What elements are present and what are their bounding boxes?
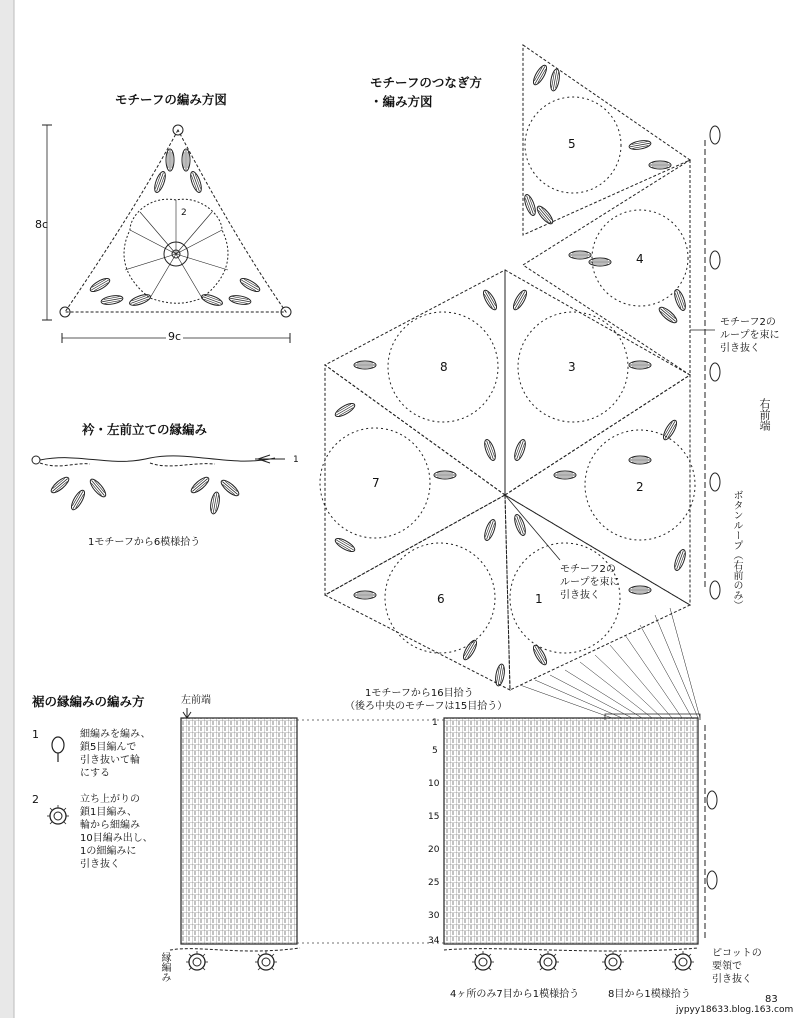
row-number: 34 [428, 936, 440, 946]
motif-diagram [42, 125, 291, 343]
note-loop-center-line: モチーフ2の [560, 564, 616, 575]
motif-number-4: 4 [636, 252, 644, 266]
hem-step1-line: にする [80, 768, 110, 779]
collar-diagram [32, 455, 285, 515]
hem-step1-text [80, 728, 151, 780]
row-number: 10 [428, 779, 440, 789]
motif-number-1: 1 [535, 592, 543, 606]
row-number: 20 [428, 845, 440, 855]
hem-step2-line: 1の細編みに [80, 846, 137, 857]
note-loop-top-line: 引き抜く [720, 343, 760, 354]
collar-title: 衿・左前立ての縁編み [82, 422, 208, 437]
hem-title: 裾の縁編みの編み方 [32, 694, 145, 709]
motif-height-label: 8c [35, 218, 49, 231]
motif-width-label: 9c [168, 330, 182, 343]
left-front-grid [181, 708, 297, 944]
joining-diagram [320, 45, 720, 720]
collar-pickup-note: 1モチーフから6模様拾う [88, 537, 201, 548]
motif-number-2: 2 [636, 480, 644, 494]
hem-step1-line: 引き抜いて輪 [80, 755, 140, 766]
motif-round-label: 2 [181, 208, 187, 218]
motif-number-8: 8 [440, 360, 448, 374]
picot-note [712, 947, 762, 986]
note-loop-center-line: ループを束に [560, 577, 620, 588]
hem-step2-line: 鎖1目編み、 [80, 807, 137, 818]
motif-number-6: 6 [437, 592, 445, 606]
hem-step2-line: 輪から細編み [80, 820, 140, 831]
hem-step2-text [80, 793, 153, 871]
hem-step1-line: 鎖5目編んで [80, 742, 137, 753]
pickup-note-line1: 1モチーフから16目拾う [365, 688, 474, 699]
row-number: 15 [428, 812, 440, 822]
note-loop-top [720, 316, 780, 355]
motif-number-7: 7 [372, 476, 380, 490]
note-loop-center-line: 引き抜く [560, 590, 600, 601]
hem-step2-line: 立ち上がりの [80, 794, 140, 805]
picot-note-line: 引き抜く [712, 974, 752, 985]
row-number: 5 [432, 746, 438, 756]
row-number: 1 [432, 718, 438, 728]
note-loop-top-line: ループを束に [720, 330, 780, 341]
hem-step-icons [47, 737, 69, 824]
row-number: 30 [428, 911, 440, 921]
edge-label: 縁編み [159, 952, 170, 982]
hem-step1-line: 細編みを編み、 [80, 729, 151, 740]
source-watermark: jypyy18633.blog.163.com [676, 1005, 794, 1015]
picot-note-line: ピコットの [712, 948, 762, 959]
motif-number-3: 3 [568, 360, 576, 374]
note-loop-center [560, 563, 620, 602]
pickup-note-line2: （後ろ中央のモチーフは15目拾う） [345, 701, 508, 712]
hem-step1-number: 1 [32, 728, 39, 741]
page-number: 83 [765, 994, 778, 1005]
joining-title-line2: ・編み方図 [370, 94, 433, 109]
bottom-note-left: 4ヶ所のみ7目から1模様拾う [450, 989, 580, 1000]
hem-step2-line: 10目編み出し、 [80, 833, 153, 844]
collar-arrow-label: 1 [293, 455, 299, 465]
left-front-label: 左前端 [181, 695, 211, 706]
motif-number-5: 5 [568, 137, 576, 151]
motif-title: モチーフの編み方図 [115, 92, 227, 107]
row-number: 25 [428, 878, 440, 888]
bottom-note-right: 8目から1模様拾う [608, 989, 691, 1000]
note-loop-top-line: モチーフ2の [720, 317, 776, 328]
joining-title-line1: モチーフのつなぎ方 [370, 75, 482, 90]
picot-note-line: 要領で [712, 961, 742, 972]
right-front-label: 右前端 [758, 398, 771, 431]
button-loop-label: ボタンループ（右前のみ） [731, 490, 742, 610]
back-grid [297, 718, 717, 944]
hem-step2-line: 引き抜く [80, 859, 120, 870]
hem-step2-number: 2 [32, 793, 39, 806]
hem-edging [170, 948, 698, 970]
